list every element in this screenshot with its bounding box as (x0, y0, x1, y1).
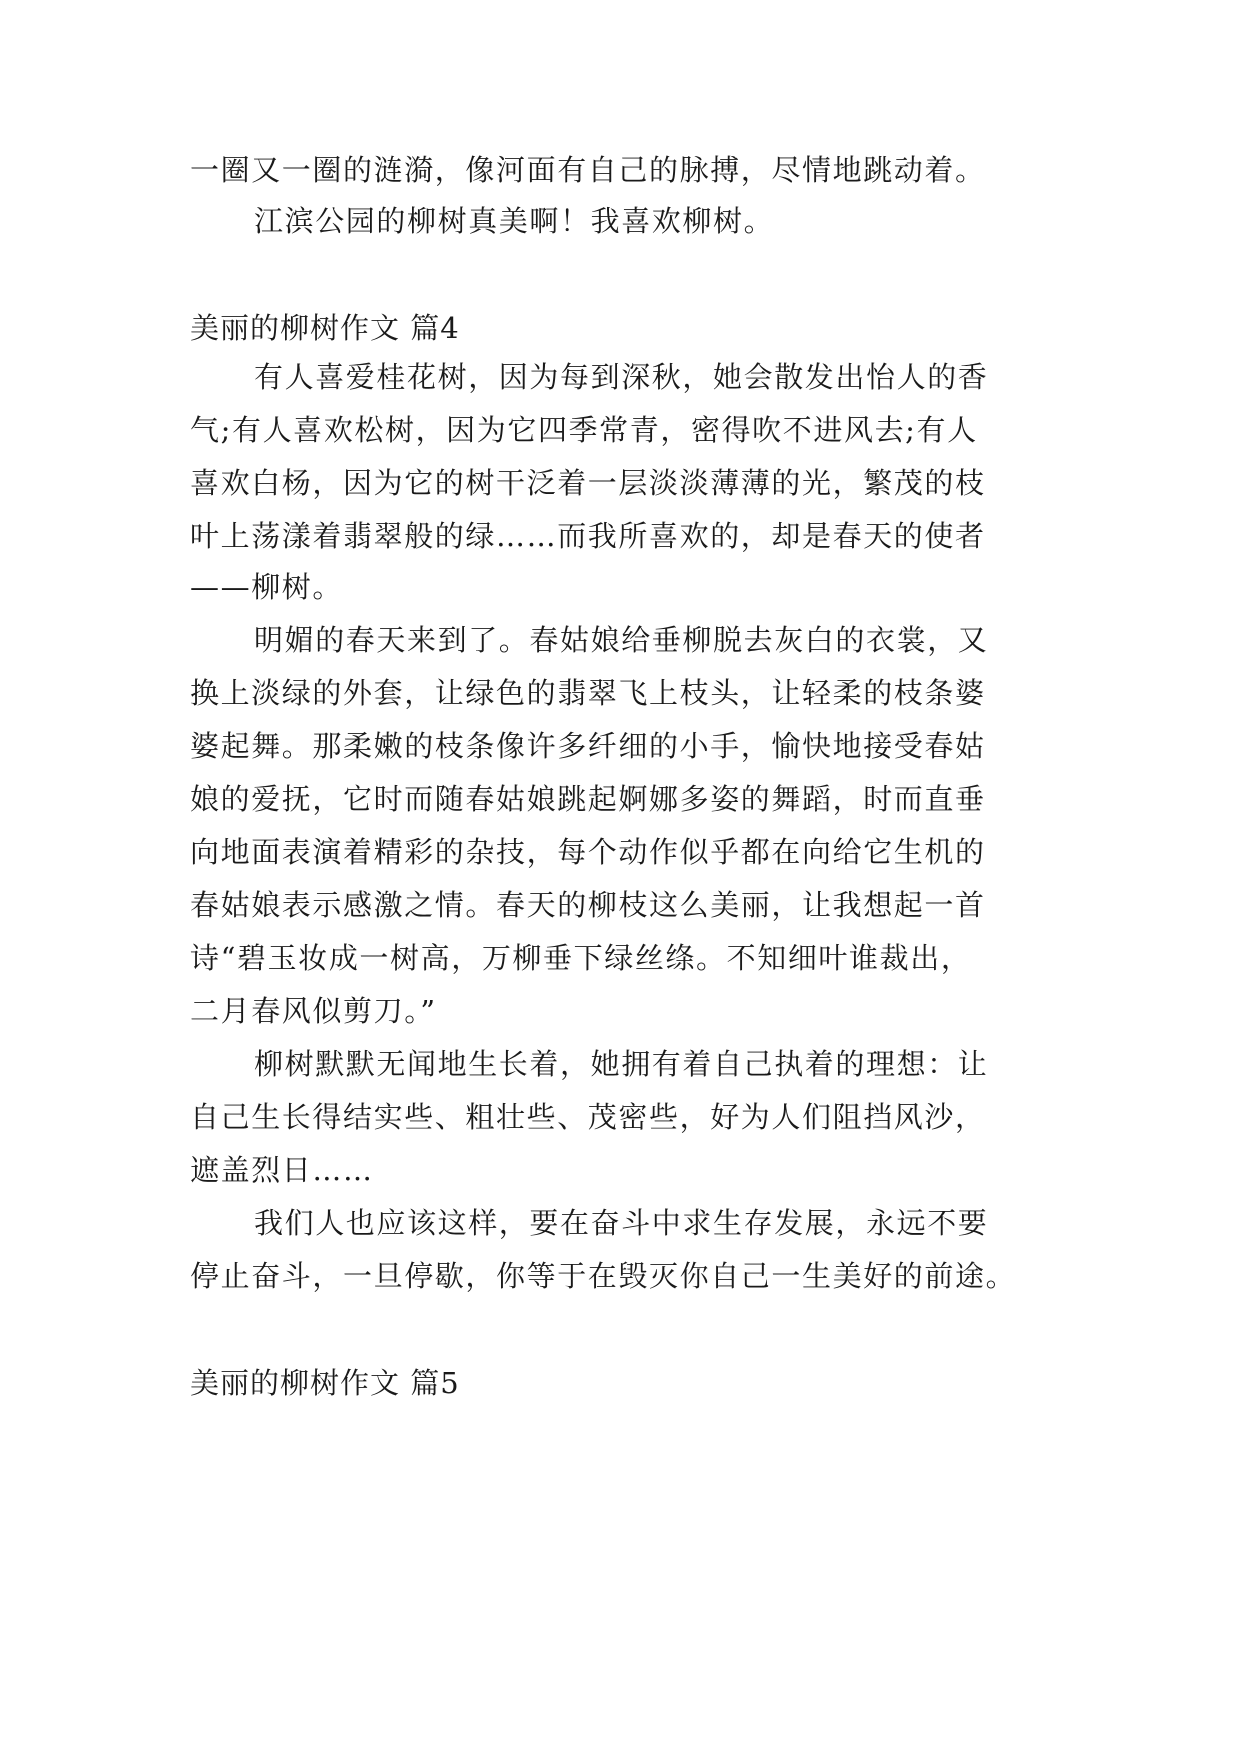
paragraph-line: 诗“碧玉妆成一树高，万柳垂下绿丝绦。不知细叶谁裁出， (190, 941, 972, 975)
paragraph-line: ——柳树。 (190, 570, 344, 604)
paragraph-line: 叶上荡漾着翡翠般的绿……而我所喜欢的，却是春天的使者 (190, 519, 986, 553)
paragraph-line: 一圈又一圈的涟漪，像河面有自己的脉搏，尽情地跳动着。 (190, 153, 986, 187)
paragraph-line: 换上淡绿的外套，让绿色的翡翠飞上枝头，让轻柔的枝条婆 (190, 676, 986, 710)
paragraph-line: 婆起舞。那柔嫩的枝条像许多纤细的小手，愉快地接受春姑 (190, 729, 986, 763)
paragraph-line: 喜欢白杨，因为它的树干泛着一层淡淡薄薄的光，繁茂的枝 (190, 466, 986, 500)
section-heading: 美丽的柳树作文 篇5 (190, 1366, 460, 1400)
section-heading: 美丽的柳树作文 篇4 (190, 311, 460, 345)
paragraph-line: 柳树默默无闻地生长着，她拥有着自己执着的理想：让 (254, 1047, 989, 1081)
paragraph-line: 明媚的春天来到了。春姑娘给垂柳脱去灰白的衣裳，又 (254, 623, 989, 657)
paragraph-line: 江滨公园的柳树真美啊！我喜欢柳树。 (254, 204, 775, 238)
paragraph-line: 春姑娘表示感激之情。春天的柳枝这么美丽，让我想起一首 (190, 888, 986, 922)
paragraph-line: 二月春风似剪刀。” (190, 994, 437, 1028)
paragraph-line: 我们人也应该这样，要在奋斗中求生存发展，永远不要 (254, 1206, 989, 1240)
paragraph-line: 娘的爱抚，它时而随春姑娘跳起婀娜多姿的舞蹈，时而直垂 (190, 782, 986, 816)
paragraph-line: 气;有人喜欢松树，因为它四季常青，密得吹不进风去;有人 (190, 413, 978, 447)
paragraph-line: 向地面表演着精彩的杂技，每个动作似乎都在向给它生机的 (190, 835, 986, 869)
paragraph-line: 有人喜爱桂花树，因为每到深秋，她会散发出怡人的香 (254, 360, 989, 394)
paragraph-line: 自己生长得结实些、粗壮些、茂密些，好为人们阻挡风沙， (190, 1100, 986, 1134)
paragraph-line: 停止奋斗，一旦停歇，你等于在毁灭你自己一生美好的前途。 (190, 1259, 1017, 1293)
paragraph-line: 遮盖烈日…… (190, 1153, 374, 1187)
